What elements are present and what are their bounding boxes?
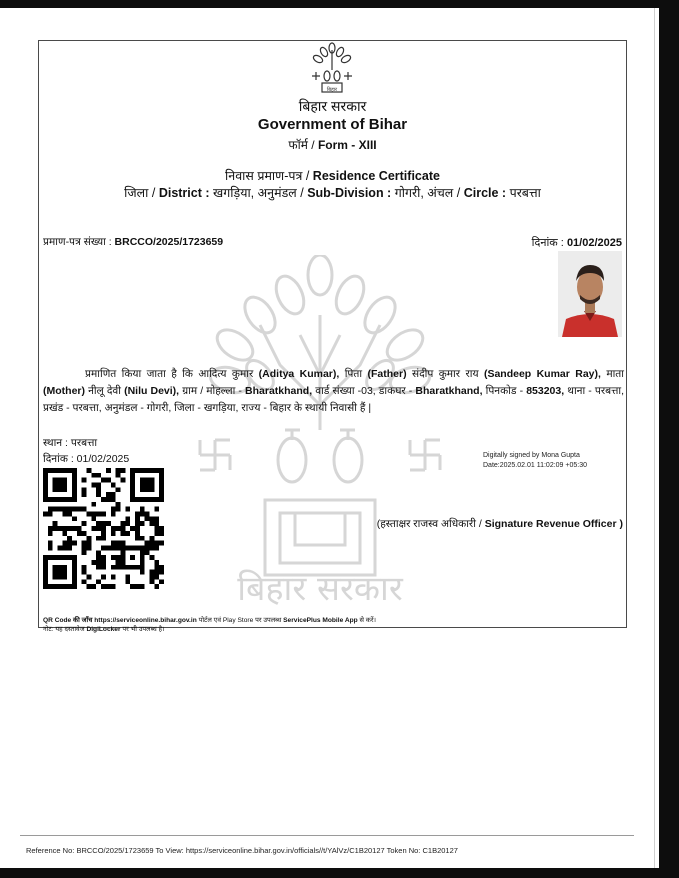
qr-note-app: ServicePlus Mobile App — [283, 617, 358, 624]
digilocker-name: DigiLocker — [86, 626, 121, 633]
mother-label: (Mother) — [43, 385, 85, 397]
certificate-number-value: BRCCO/2025/1723659 — [114, 236, 224, 248]
body-text-6: पिनकोड - — [485, 385, 524, 397]
footer-divider — [20, 835, 634, 836]
sign-date-value: 01/02/2025 — [76, 453, 130, 465]
qr-note-text-3: से करें। — [359, 617, 377, 624]
scan-border-bottom — [0, 868, 679, 878]
bihar-emblem-watermark — [190, 255, 450, 605]
certificate-type-english: Residence Certificate — [312, 169, 440, 183]
qr-note-url[interactable]: https://serviceonline.bihar.gov.in — [94, 617, 197, 624]
officer-label-english: Signature Revenue Officer ) — [484, 518, 623, 530]
body-text-2: पिता — [344, 368, 363, 380]
qr-verification-note — [43, 615, 376, 624]
officer-label-hindi: (हस्ताक्षर राजस्व अधिकारी / — [376, 518, 482, 530]
place-line — [43, 436, 97, 450]
body-text-7: थाना - परबत्ता, प्रखंड - परबत्ता, अनुमंडल - गोगरी, जिला - खगड़िया, राज्य - बिहार के स्थायी निवासी हैं | — [43, 385, 625, 414]
father-label: (Father) — [367, 368, 407, 380]
body-text-3: माता — [606, 368, 625, 380]
body-text-5: वार्ड संख्या -03, डाकघर - — [315, 385, 413, 397]
certificate-type-hindi: निवास प्रमाण-पत्र / — [225, 169, 310, 183]
certificate-date — [532, 235, 622, 250]
sign-date-line — [43, 452, 129, 466]
digilocker-note — [43, 624, 165, 633]
father-name-english: (Sandeep Kumar Ray), — [483, 368, 601, 380]
form-line — [38, 136, 627, 153]
state-english: Government of Bihar — [257, 116, 408, 133]
applicant-photo — [558, 251, 622, 337]
scan-border-top — [0, 0, 679, 8]
bihar-emblem-icon — [307, 42, 357, 94]
form-hindi: फॉर्म / — [288, 138, 315, 152]
digilocker-note-text-2: पर भी उपलब्ध है। — [122, 626, 165, 633]
applicant-name-english: (Aditya Kumar), — [258, 368, 340, 380]
subdivision-label: Sub-Division : — [307, 186, 392, 200]
form-english: Form - XIII — [317, 138, 377, 152]
footer-reference: Reference No: BRCCO/2025/1723659 To View: https://serviceonline.bihar.gov.in/officials//t/YAlVz/C1B20127 Token No: C1B20127 — [26, 846, 458, 855]
place-label: स्थान : — [43, 437, 68, 449]
circle-label: Circle : — [463, 186, 507, 200]
father-name-hindi: संदीप कुमार राय — [411, 368, 479, 380]
digilocker-note-text-1: नोट: यह दस्तावेज — [43, 626, 85, 633]
village-name: Bharatkhand, — [245, 385, 313, 397]
circle-value: परबत्ता — [509, 186, 541, 200]
scan-border-right — [659, 0, 679, 878]
page-edge-line — [654, 8, 655, 868]
digital-signature-stamp — [483, 451, 587, 471]
state-hindi: बिहार सरकार — [298, 98, 367, 114]
pincode-value: 853203, — [526, 385, 565, 397]
district-line — [38, 184, 627, 201]
mother-name-hindi: नीलू देवी — [88, 385, 121, 397]
digital-signature-date: Date:2025.02.01 11:02:09 +05:30 — [483, 462, 587, 469]
qr-code[interactable] — [43, 468, 164, 589]
signature-officer-line — [377, 517, 623, 531]
qr-note-text-1: QR Code की जाँच — [43, 617, 93, 624]
certificate-number — [43, 235, 223, 249]
certificate-type-line — [38, 167, 627, 184]
certification-paragraph — [43, 366, 624, 417]
subdivision-value: गोगरी, अंचल / — [394, 186, 461, 200]
place-value: परबत्ता — [70, 437, 98, 449]
emblem-text: बिहार — [326, 87, 338, 93]
body-text-4: ग्राम / मोहल्ला - — [182, 385, 242, 397]
certificate-number-label: प्रमाण-पत्र संख्या : — [43, 236, 112, 248]
qr-note-text-2: पोर्टल एवं Play Store पर उपलब्ध — [198, 617, 282, 624]
sign-date-label: दिनांक : — [43, 453, 74, 465]
post-office-name: Bharatkhand, — [415, 385, 483, 397]
mother-name-english: (Nilu Devi), — [124, 385, 180, 397]
watermark-text: बिहार सरकार — [237, 569, 403, 605]
digital-signature-signer: Digitally signed by Mona Gupta — [483, 452, 580, 459]
district-label: District : — [158, 186, 210, 200]
certificate-date-label: दिनांक : — [531, 237, 564, 249]
body-text-1: प्रमाणित किया जाता है कि आदित्य कुमार — [85, 368, 254, 380]
district-value: खगड़िया, अनुमंडल / — [213, 186, 304, 200]
district-hindi: जिला / — [124, 186, 156, 200]
certificate-date-value: 01/02/2025 — [566, 237, 622, 249]
